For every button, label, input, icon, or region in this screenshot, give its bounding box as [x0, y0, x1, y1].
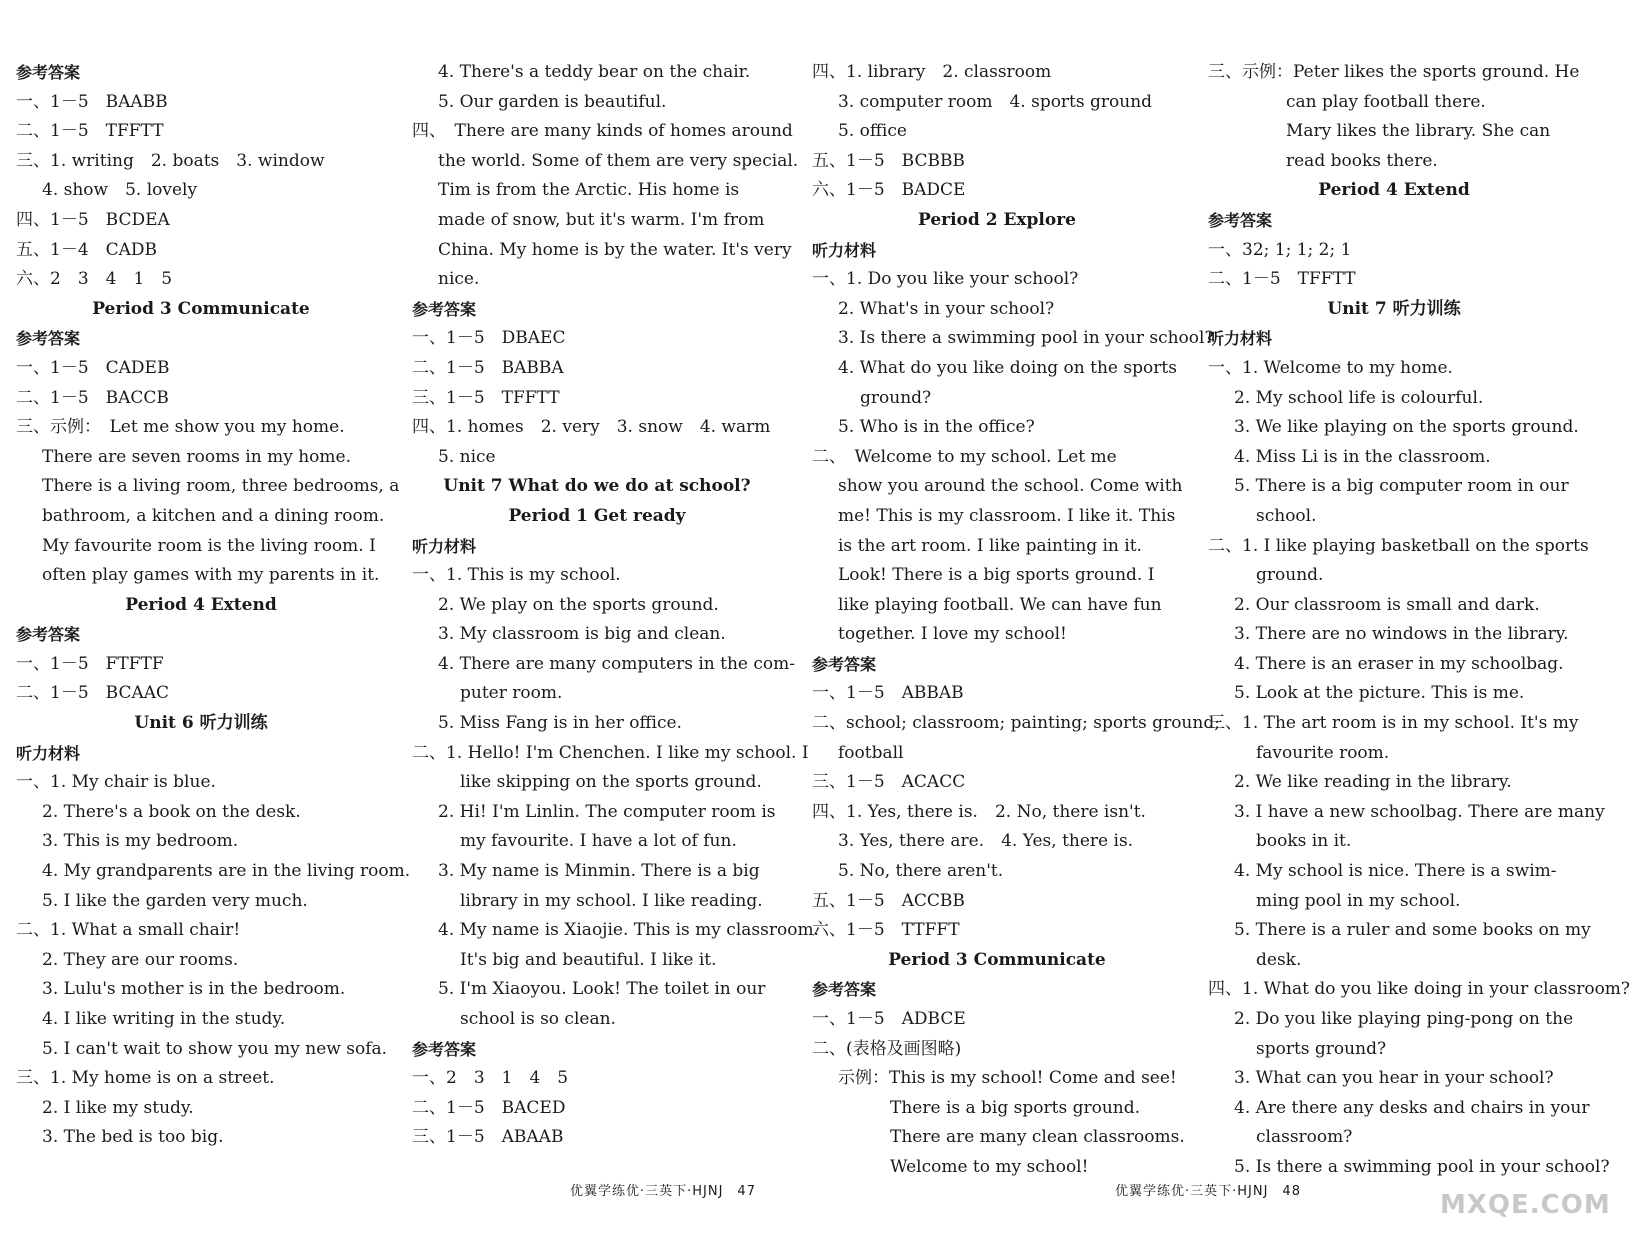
answer-line: 一、1－5 FTFTF: [16, 653, 164, 674]
answer-line: books in it.: [1256, 831, 1352, 852]
answer-line: 2. What's in your school?: [838, 298, 1055, 319]
answer-line: 4. Are there any desks and chairs in your: [1234, 1097, 1590, 1118]
section-heading: Period 4 Extend: [1318, 180, 1470, 201]
answer-line: 5. No, there aren't.: [838, 861, 1004, 882]
answer-line: My favourite room is the living room. I: [42, 535, 376, 556]
answer-line: 4. Miss Li is in the classroom.: [1234, 446, 1491, 467]
answer-line: 四、1. Yes, there is. 2. No, there isn't.: [812, 801, 1146, 822]
answer-line: 四、 There are many kinds of homes around: [412, 121, 793, 142]
answer-line: 三、1. The art room is in my school. It's my: [1208, 713, 1579, 734]
answer-line: 一、1－5 BAABB: [16, 91, 168, 112]
answer-line: 一、1－5 CADEB: [16, 357, 170, 378]
answer-line: bathroom, a kitchen and a dining room.: [42, 505, 385, 526]
column-3: [812, 58, 1220, 1183]
section-heading: Unit 7 What do we do at school?: [443, 476, 751, 497]
answer-line: 2. Our classroom is small and dark.: [1234, 594, 1540, 615]
answer-line: 3. computer room 4. sports ground: [838, 91, 1153, 112]
answer-line: 五、1－4 CADB: [16, 239, 158, 260]
answer-line: 二、school; classroom; painting; sports ground;: [812, 713, 1220, 734]
answer-line: 五、1－5 BCBBB: [812, 150, 965, 171]
answer-line: 四、1. library 2. classroom: [812, 62, 1052, 82]
answer-line: China. My home is by the water. It's very: [438, 239, 792, 260]
answer-line: 2. We like reading in the library.: [1234, 772, 1512, 793]
answer-line: 六、1－5 TTFFT: [812, 920, 960, 941]
answer-line: 3. There are no windows in the library.: [1234, 624, 1569, 645]
answer-line: 4. My name is Xiaojie. This is my classroom.: [438, 920, 819, 941]
answer-line: 二、 Welcome to my school. Let me: [812, 446, 1117, 467]
section-heading: Period 1 Get ready: [508, 505, 686, 526]
answer-line: 5. There is a ruler and some books on my: [1234, 920, 1591, 941]
section-heading: Unit 6 听力训练: [134, 713, 268, 734]
section-heading: Period 4 Extend: [125, 594, 277, 615]
page-footer-left: 优翼学练优·三英下·HJNJ 47: [570, 1184, 756, 1199]
answer-line: 5. I can't wait to show you my new sofa.: [42, 1038, 388, 1059]
answer-line: 三、1－5 ABAAB: [412, 1127, 564, 1148]
answer-line: show you around the school. Come with: [838, 476, 1183, 497]
answer-line: 一、1. My chair is blue.: [16, 772, 216, 793]
answer-line: Tim is from the Arctic. His home is: [438, 180, 740, 201]
answer-line: 4. show 5. lovely: [42, 180, 198, 201]
page-footer-right: 优翼学练优·三英下·HJNJ 48: [1115, 1184, 1301, 1199]
section-heading: Unit 7 听力训练: [1327, 298, 1461, 319]
column-1: [16, 58, 411, 1153]
answer-line: 3. My name is Minmin. There is a big: [438, 861, 760, 882]
answer-line: 5. Our garden is beautiful.: [438, 91, 667, 112]
answer-line: favourite room.: [1256, 742, 1390, 763]
answer-line: 4. There's a teddy bear on the chair.: [438, 62, 751, 82]
answer-line: 二、1－5 TFFTT: [16, 121, 164, 142]
answer-line: 5. I'm Xiaoyou. Look! The toilet in our: [438, 979, 766, 1000]
answer-line: read books there.: [1286, 150, 1438, 171]
subsection-label: 参考答案: [412, 1039, 477, 1059]
answer-line: There is a living room, three bedrooms, a: [42, 476, 400, 497]
answer-line: 三、1. writing 2. boats 3. window: [16, 150, 325, 171]
subsection-label: 参考答案: [16, 625, 81, 645]
answer-line: 二、(表格及画图略): [812, 1038, 962, 1059]
answer-line: 4. My school is nice. There is a swim-: [1234, 861, 1557, 882]
answer-line: 一、1. This is my school.: [412, 565, 621, 586]
subsection-label: 听力材料: [1208, 329, 1273, 349]
answer-line: 四、1. homes 2. very 3. snow 4. warm: [412, 417, 771, 438]
answer-line: 3. My classroom is big and clean.: [438, 624, 726, 645]
answer-line: 2. We play on the sports ground.: [438, 594, 719, 615]
answer-line: 4. There are many computers in the com-: [438, 653, 796, 674]
answer-line: 六、2 3 4 1 5: [16, 269, 173, 290]
answer-line: 二、1. Hello! I'm Chenchen. I like my school. I: [412, 742, 809, 763]
answer-line: 一、1－5 ABBAB: [812, 683, 964, 704]
answer-line: together. I love my school!: [838, 624, 1067, 645]
answer-line: 4. What do you like doing on the sports: [838, 357, 1177, 378]
subsection-label: 参考答案: [812, 654, 877, 674]
answer-line: It's big and beautiful. I like it.: [460, 949, 717, 970]
answer-line: 5. Miss Fang is in her office.: [438, 713, 682, 734]
subsection-label: 听力材料: [812, 240, 877, 260]
answer-line: 2. There's a book on the desk.: [42, 801, 301, 822]
answer-line: 一、1. Welcome to my home.: [1208, 357, 1453, 378]
answer-line: school is so clean.: [460, 1009, 616, 1029]
answer-line: can play football there.: [1286, 91, 1486, 112]
answer-line: 2. I like my study.: [42, 1097, 194, 1118]
subsection-label: 听力材料: [412, 536, 477, 556]
answer-line: like playing football. We can have fun: [838, 594, 1162, 615]
answer-line: ming pool in my school.: [1256, 890, 1461, 911]
answer-line: is the art room. I like painting in it.: [838, 535, 1142, 556]
answer-line: 4. My grandparents are in the living room.: [42, 861, 411, 882]
answer-line: 2. They are our rooms.: [42, 949, 239, 970]
answer-line: 示例：This is my school! Come and see!: [838, 1068, 1177, 1089]
answer-line: the world. Some of them are very special.: [438, 150, 799, 171]
answer-line: 3. Yes, there are. 4. Yes, there is.: [838, 831, 1134, 852]
answer-line: 5. nice: [438, 446, 496, 467]
answer-line: ground.: [1256, 565, 1324, 586]
answer-line: football: [838, 742, 904, 763]
subsection-label: 参考答案: [16, 329, 81, 349]
answer-line: There is a big sports ground.: [890, 1097, 1141, 1118]
answer-line: 5. Is there a swimming pool in your school?: [1234, 1156, 1610, 1177]
answer-line: Mary likes the library. She can: [1286, 121, 1551, 142]
answer-line: 3. Lulu's mother is in the bedroom.: [42, 979, 346, 1000]
answer-line: Welcome to my school!: [890, 1156, 1089, 1177]
answer-line: 5. Look at the picture. This is me.: [1234, 683, 1525, 704]
answer-line: sports ground?: [1256, 1038, 1387, 1059]
answer-line: 一、1－5 DBAEC: [412, 328, 566, 349]
subsection-label: 参考答案: [812, 980, 877, 1000]
answer-line: 二、1－5 BCAAC: [16, 683, 170, 704]
answer-line: There are seven rooms in my home.: [42, 446, 351, 467]
answer-line: 4. I like writing in the study.: [42, 1009, 286, 1029]
answer-line: 5. I like the garden very much.: [42, 890, 308, 911]
answer-line: school.: [1256, 505, 1317, 526]
answer-line: 二、1－5 TFFTT: [1208, 269, 1356, 290]
answer-line: 二、1－5 BABBA: [412, 357, 564, 378]
answer-line: nice.: [438, 269, 480, 290]
answer-line: 一、1. Do you like your school?: [812, 269, 1079, 290]
answer-line: 5. Who is in the office?: [838, 417, 1035, 438]
answer-line: library in my school. I like reading.: [460, 890, 763, 911]
answer-line: my favourite. I have a lot of fun.: [460, 831, 737, 852]
answer-line: ground?: [860, 387, 932, 408]
answer-line: made of snow, but it's warm. I'm from: [438, 209, 765, 230]
answer-line: classroom?: [1256, 1127, 1353, 1148]
answer-line: 2. My school life is colourful.: [1234, 387, 1484, 408]
answer-line: 三、示例： Let me show you my home.: [16, 417, 345, 438]
answer-line: 六、1－5 BADCE: [812, 180, 966, 201]
answer-line: 三、1－5 ACACC: [812, 772, 966, 793]
answer-line: 三、1. My home is on a street.: [16, 1068, 275, 1089]
subsection-label: 听力材料: [16, 743, 81, 763]
answer-line: 一、32; 1; 1; 2; 1: [1208, 239, 1352, 260]
answer-line: desk.: [1256, 949, 1302, 970]
answer-line: 五、1－5 ACCBB: [812, 890, 965, 911]
answer-line: often play games with my parents in it.: [42, 565, 380, 586]
answer-line: 一、1－5 ADBCE: [812, 1009, 966, 1029]
watermark: MXQE.COM: [1440, 1190, 1611, 1220]
answer-line: 5. There is a big computer room in our: [1234, 476, 1569, 497]
answer-line: 三、示例：Peter likes the sports ground. He: [1208, 62, 1580, 82]
answer-line: 三、1－5 TFFTT: [412, 387, 560, 408]
subsection-label: 参考答案: [1208, 210, 1273, 230]
answer-line: 4. There is an eraser in my schoolbag.: [1234, 653, 1564, 674]
answer-line: 二、1. I like playing basketball on the sports: [1208, 535, 1589, 556]
answer-line: 一、2 3 1 4 5: [412, 1068, 569, 1089]
answer-line: Look! There is a big sports ground. I: [838, 565, 1155, 586]
answer-line: 5. office: [838, 121, 907, 142]
answer-line: 2. Hi! I'm Linlin. The computer room is: [438, 801, 776, 822]
answer-line: 2. Do you like playing ping-pong on the: [1234, 1009, 1574, 1029]
column-2: [412, 58, 819, 1153]
section-heading: Period 3 Communicate: [92, 298, 310, 319]
answer-line: 3. This is my bedroom.: [42, 831, 239, 852]
subsection-label: 参考答案: [412, 299, 477, 319]
answer-line: 3. Is there a swimming pool in your school?: [838, 328, 1214, 349]
answer-line: puter room.: [460, 683, 563, 704]
column-4: [1208, 58, 1630, 1183]
section-heading: Period 3 Communicate: [888, 949, 1106, 970]
answer-line: 二、1－5 BACCB: [16, 387, 169, 408]
answer-line: me! This is my classroom. I like it. This: [838, 505, 1176, 526]
answer-line: 3. We like playing on the sports ground.: [1234, 417, 1579, 438]
answer-line: 3. I have a new schoolbag. There are many: [1234, 801, 1605, 822]
answer-line: There are many clean classrooms.: [890, 1127, 1185, 1148]
answer-line: like skipping on the sports ground.: [460, 772, 762, 793]
answer-line: 二、1. What a small chair!: [16, 920, 241, 941]
answer-line: 3. The bed is too big.: [42, 1127, 224, 1148]
answer-line: 二、1－5 BACED: [412, 1097, 566, 1118]
answer-line: 3. What can you hear in your school?: [1234, 1068, 1554, 1089]
section-heading: Period 2 Explore: [918, 209, 1076, 230]
subsection-label: 参考答案: [16, 63, 81, 82]
answer-line: 四、1. What do you like doing in your classroom?: [1208, 979, 1630, 1000]
answer-line: 四、1－5 BCDEA: [16, 209, 170, 230]
